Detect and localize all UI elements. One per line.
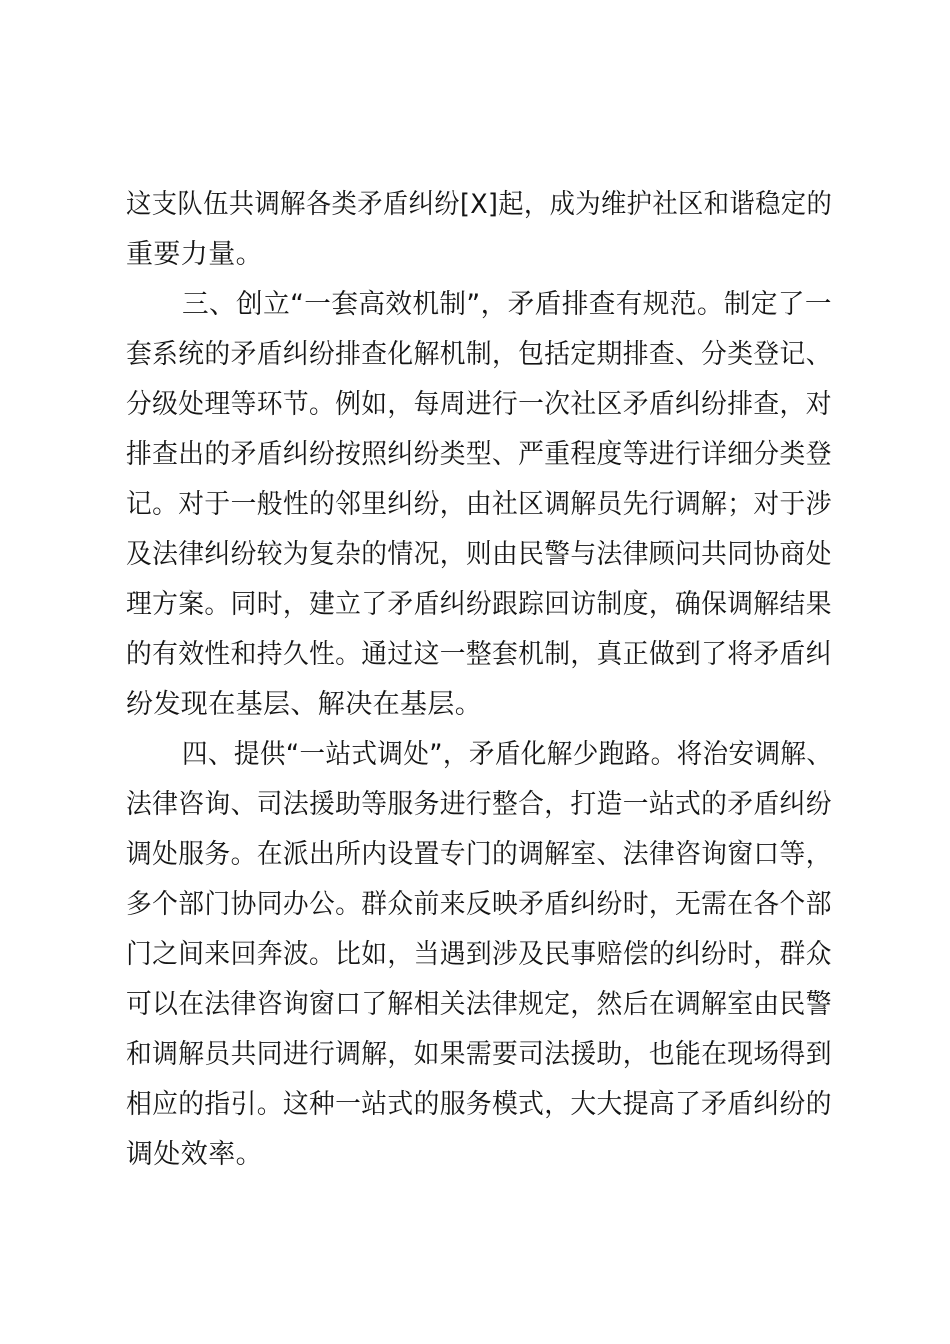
body-text-line: 及法律纠纷较为复杂的情况，则由民警与法律顾问共同协商处: [126, 539, 832, 570]
body-text-line: 和调解员共同进行调解，如果需要司法援助，也能在现场得到: [126, 1039, 832, 1070]
body-text-line: 纷发现在基层、解决在基层。: [126, 689, 483, 720]
section-heading-line: 三、创立“一套高效机制”，矛盾排查有规范。制定了一: [182, 289, 832, 320]
body-text-line: 相应的指引。这种一站式的服务模式，大大提高了矛盾纠纷的: [126, 1089, 832, 1120]
body-text-line: 记。对于一般性的邻里纠纷，由社区调解员先行调解；对于涉: [126, 489, 832, 520]
body-text-line: 的有效性和持久性。通过这一整套机制，真正做到了将矛盾纠: [126, 639, 832, 670]
body-text-line: 套系统的矛盾纠纷排查化解机制，包括定期排查、分类登记、: [126, 339, 832, 370]
body-text-line: 排查出的矛盾纠纷按照纠纷类型、严重程度等进行详细分类登: [126, 439, 832, 470]
body-text-line: 调处效率。: [126, 1139, 263, 1170]
section-heading-line: 四、提供“一站式调处”，矛盾化解少跑路。将治安调解、: [182, 739, 833, 770]
body-text-line: 法律咨询、司法援助等服务进行整合，打造一站式的矛盾纠纷: [126, 789, 832, 820]
body-text-line: 可以在法律咨询窗口了解相关法律规定，然后在调解室由民警: [126, 989, 832, 1020]
body-text-line: 调处服务。在派出所内设置专门的调解室、法律咨询窗口等，: [126, 839, 832, 870]
body-text-line: 这支队伍共调解各类矛盾纠纷[X]起，成为维护社区和谐稳定的: [126, 189, 833, 220]
body-text-line: 重要力量。: [126, 239, 263, 270]
body-text-line: 理方案。同时，建立了矛盾纠纷跟踪回访制度，确保调解结果: [126, 589, 832, 620]
body-text-line: 门之间来回奔波。比如，当遇到涉及民事赔偿的纠纷时，群众: [126, 939, 832, 970]
body-text-line: 分级处理等环节。例如，每周进行一次社区矛盾纠纷排查，对: [126, 389, 832, 420]
body-text-line: 多个部门协同办公。群众前来反映矛盾纠纷时，无需在各个部: [126, 889, 832, 920]
